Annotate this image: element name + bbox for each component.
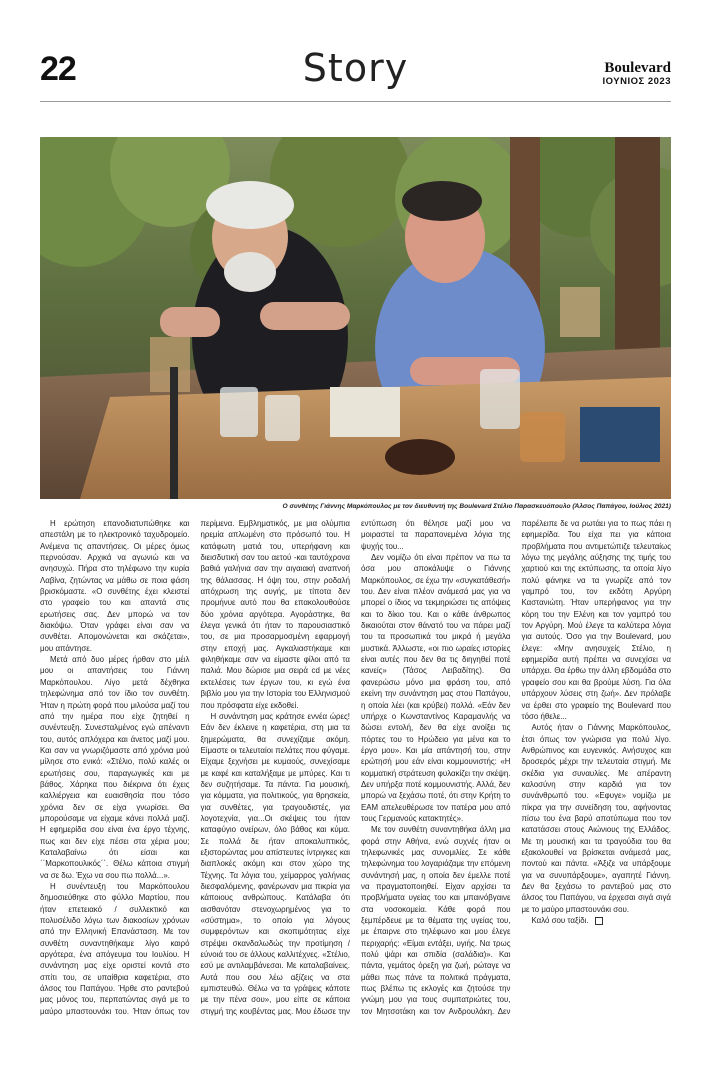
closing-line: Καλό σου ταξίδι. xyxy=(531,916,589,926)
end-mark-icon xyxy=(595,917,603,925)
article-paragraph-4: Η συνάντηση μας κράτησε εννέα ώρες! Εάν δεν έκλεινε η καφετέρια, στη μια τα ξημερώματα, θα συνεχίζαμε ακόμη. Είμαστε οι τελευταίοι πελάτες που φύγαμε. Είχαμε ξεχνήσει με κυμαούς, συνεχίσαμε με καφέ και καταλήξαμε με μπύρες. Και τι δεν συζητήσαμε. Τα πάντα. Για μουσική, για κόμματα, για πολιτικούς, για θρησκεία, για συνθέτες, για τραγουδιστές, για λογοτεχνία, για...Οι σκέψεις του ήταν καταφύγιο ονείρων, όλο βάθος και κύμα. Σε πολλά δε ήταν αποκαλυπτικός, εξιστορώντας μου απίστευτες ίντριγκες και διαπλοκές ακόμη και στον χώρο της Τέχνης. Τα λόγια του, χείμαρρος γαλήνιας διεσφαλόμενης, φανέρωναν μια πικρία για κάποιους ανθρώπους. Κατάλαβα ότι αισθανόταν στενοχωρημένος για το «σύστημα», το οποίο για λόγους συμφερόντων και σκοπιμότητας είχε στρέψει σκανδαλωδώς την προτίμηση / εύνοιά του σε άλλους καλλιτέχνες. «Στέλιο, εσύ με αντιλαμβάνεσαι. Με καταλαβαίνεις. Αυτά που σου λέω αξίζεις να στα εμπιστευθώ. Θέλω να τα γράψεις κάποτε με την πένα σου», μου είπε σε κάποια στιγμή της κουβέντας μας. Μου έδωσε την εντύπωση ότι θέλησε μαζί μου να μοιραστεί τα παραπονεμένα λόγια της ψυχής του... xyxy=(200,519,511,1016)
article-paragraph-3: Η συνέντευξη του Μαρκόπουλου δημοσιεύθηκε στο φύλλο Μαρτίου, που ήταν επετειακό / συλλεκτικό και πολυσέλιδο λόγω των διακοσίων χρόνων από την Ελληνική Επανάσταση. Με τον συνθέτη συναντηθήκαμε λίγο καιρό αργότερα, ένα απόγευμα του Ιουλίου. Η συνάντηση μας είχε οριστεί κοντά στο σπίτι του, σε υπαίθρια καφετέρια, στο άλσος του Παπάγου. Ήρθε στο ραντεβού μας μόνος του, περπατώντας σιγά με το μαύρο μπαστουνάκι του. Ήταν όπως τον περίμενα. Εμβληματικός, με μια ολύμπια ηρεμία απλωμένη στο πρόσωπό του. Η κατάφωτη ματιά του, υπερήφανη και διεισδυτική σαν του αετού -και ταυτόχρονα βαθιά γαλήνια σαν την αιγαιακή αναπνοή της θάλασσας. Η όψη του, στην ροδαλή απόχρωση της αυγής, με τίποτα δεν προμήνυε αυτό που θα επακολουθούσε δύο χρόνια αργότερα. Αγοράστηκε, θα έλεγα γενικά ότι ήταν το παρουσιαστικό του, σε μια προσαρμοσμένη εφαρμογή στην εποχή μας. Αγκαλιαστήκαμε και φιληθήκαμε σαν να είμαστε φίλοι από τα παλιά. Μου δώρισε μια σειρά cd με νέες εκτελέσεις των έργων του, κι εγώ ένα βιβλίο μου για την Ιστορία του Ελληνισμού που πρόσφατα είχε εκδοθεί. xyxy=(40,519,350,1016)
article-paragraph-7: Αυτός ήταν ο Γιάννης Μαρκόπουλος, έτσι όπως τον γνώρισα για πολύ λίγο. Ανθρώπινος και ευγενικός. Ανήσυχος και δροσερός μέχρι την τελευταία στιγμή. Με σκέδια για συναυλίες. Με απέραντη καλοσύνη στην καρδιά για τον συνάνθρωπό του. «Εφυγε» νομίζω με πίκρα για την συνείδηση του, αφήνοντας πίσω του ένα βαρύ αποτύπωμα που τον κατατάσσει στους Αιώνιους της Ελλάδος. Με τη μουσική και τα τραγούδια του θα εξακολουθεί να βρίσκεται ανάμεσά μας, ποντού και πάντα. «Άξιζε να υπάρξουμε για να συνυπάρξουμε», αγαπητέ Γιάννη. Δεν θα ξεχάσω το ραντεβού μας στο άλσος του Παπάγου, να έρχεσαι σιγά σιγά με το μαύρο μπαστουνάκι σου. xyxy=(521,723,671,914)
article-paragraph-5: Δεν νομίζω ότι είναι πρέπον να πω τα όσα μου αποκάλυψε ο Γιάννης Μαρκόπουλος, σε έχω την «συγκατάθεσή» του. Δεν είναι πλέον ανάμεσά μας για να μπορεί ο ίδιος να τεκμηριώσει τις απόψεις και το δίκιο του. Και ο κάθε άνθρωπος δικαιούται στον θάνατό του να πάρει μαζί του τα προσωπικά του μικρά ή μεγάλα μυστικά. Άλλωστε, «οι πιο ωραίες ιστορίες είναι αυτές που δεν θα τις διηγηθεί ποτέ κανείς» (Τάσος Λειβαδίτης). Θα φανερώσω μόνο μια φράση του, από εκείνη την συνάντηση μας στου Παπάγου, η οποία λέει (και κρύβει) πολλά. «Εάν δεν υπήρχε ο Κωνσταντίνος Καραμανλής να δώσει εντολή, δεν θα είχε ανοίξει τις πόρτες του το Ηρώδειο για μένα και το έργο μου». Και μία απάντησή του, στην ερώτησή μου εάν είναι κομμουνιστής: «Η κομματική στράτευση φυλακίζει την σκέψη. Δεν υπήρξα ποτέ κομμουνιστής. Αλλά, δεν μπορώ να ξεχάσω ποτέ, ότι στην Κρήτη το ΕΑΜ απελευθέρωσε τον πατέρα μου από τους Γερμανούς κατακτητές». xyxy=(361,553,511,823)
article-paragraph-8 xyxy=(522,915,672,926)
article-paragraph-2: Μετά από δυο μέρες ήρθαν στο μέιλ μου οι απαντήσεις του Γιάννη Μαρκόπουλου. Λίγο μετά δέχθηκα τηλεφώνημα από τον ίδιο τον συνθέτη. Ήταν η πρώτη φορά που μιλούσα μαζί του από την ημέρα που είχε ζητηθεί η συνέντευξη. Συνεσταλμένος εγώ απέναντι του, αυτός απλόχερα και άνετος μαζί μου. Και σαν να γνωριζόμαστε από χρόνια μού μίλησε στο ενικό: «Στέλιο, πολύ καλές οι ερωτήσεις σου, παραγωγικές και με βάθος. Χάρηκα που διέκρινα ότι έχεις καλλιέργεια και ευαισθησία που τόσο χρόνια δεν σε είχα γνωρίσει. Θα μπορούσαμε να είχαμε κάνει πολλά μαζί. Η εφημερίδα σου είναι ένα έργο τέχνης, πως και δεν είχε πέσει στα χέρια μου; Καταλαβαίνω ότι είσαι και ΄΄Μαρκοπουλικός΄΄. Θέλω κάποια στιγμή να σε δω. Έχω να σου πω πολλά...». xyxy=(40,655,190,880)
article-paragraph-1: Η ερώτηση επανοδιατυπώθηκε και απεστάλη με το ηλεκτρονικό ταχυδρομείο. Ανέμενα τις απαντήσεις. Οι μέρες όμως περνούσαν. Αρχικά να αγωνιώ και να ανησυχώ. Πήρα στο τηλέφωνο την κυρία Λαβίνα, ζητώντας να μάθω σε ποια φάση βρισκόμαστε. «Ο συνθέτης έχει κλειστεί στο γραφείο του και απαντά στις ερωτήσεις σας. Δεν μπορώ να τον διακόψω. Όταν γράφει είναι σαν να συνθέτει. Απομονώνεται και σκάζεται», μου απάντησε. xyxy=(40,519,190,653)
issue-date: ΙΟΥΝΙΟΣ 2023 xyxy=(602,76,671,87)
photo-caption: Ο συνθέτης Γιάννης Μαρκόπουλος με τον διευθυντή της Boulevard Στέλιο Παρασκευόπουλο (Άλσος Παπάγου, Ιούλιος 2021) xyxy=(282,503,671,510)
feature-photo xyxy=(40,137,671,499)
header-rule xyxy=(40,101,671,102)
masthead xyxy=(603,60,671,88)
article-body xyxy=(40,518,671,1024)
section-title: Story xyxy=(302,46,409,90)
article-paragraph-6: Με τον συνθέτη συναντηθήκα άλλη μια φορά στην Αθήνα, ενώ συχνές ήταν οι τηλεφωνικές μας συνομιλίες. Σε κάθε τηλεφώνημα του λογαριάζαμε την επόμενη συνάντησή μας, η οποία δεν έμελλε ποτέ να πραγματοποιηθεί. Είχαν αρχίσει τα προβλήματα υγείας του και μπαινόβγαινε στα νοσοκομεία. Κάθε φορά που ξεμπέρδευε με τα θέματα της υγείας του, με έπαιρνε στο τηλέφωνο και μου έλεγε περιχαρής: «Είμαι εντάξει, υγιής. Να τρως πολύ ψάρι και σπιδία (σαλάδια)». Και πάντα, γεμάτος όρεξη για ζωή, ρώταγε να μάθει πως πάνε τα πολιτικά πράγματα, πως βλέπω τις εκλογές και ζητούσε την γνώμη μου για τους συμπατριώτες του, τον Μητσοτάκη και τον Ανδρουλάκη. Δεν παρέλειπε δε να ρωτάει για το πως πάει η εφημερίδα. Του είχα πει για κάποια προβλήματα που αντιμετώπιζε τελευταίως λόγω της μεγάλης αύξησης της τιμής του χαρτιού και της εκτύπωσης, τα οποία λίγο πολύ φάνηκε να τα γνωρίζε από τον γαμπρό του, τον εκδότη Αργύρη Καστανιώτη. Ήταν υπερήφανος για την κόρη του την Ελένη και τον γαμπρό του τον Αργύρη. Μού έλεγε τα καλύτερα λόγια για αυτούς. Όσο για την Boulevard, μου έλεγε: «Μην ανησυχείς Στέλιο, η εφημερίδα αυτή πρέπει να συνεχίσει να υπάρχει. Θα έρθω την άλλη εβδομάδα στο γραφείο σου και θα βρούμε λύση. Για όλα υπάρχουν λύσεις στη ζωή». Δεν πρόλαβε να έρθει στο γραφείο της Boulevard που τόσο ήθελε... xyxy=(361,519,671,1016)
brand-name: Boulevard xyxy=(604,60,671,76)
page-number: 22 xyxy=(40,50,76,88)
